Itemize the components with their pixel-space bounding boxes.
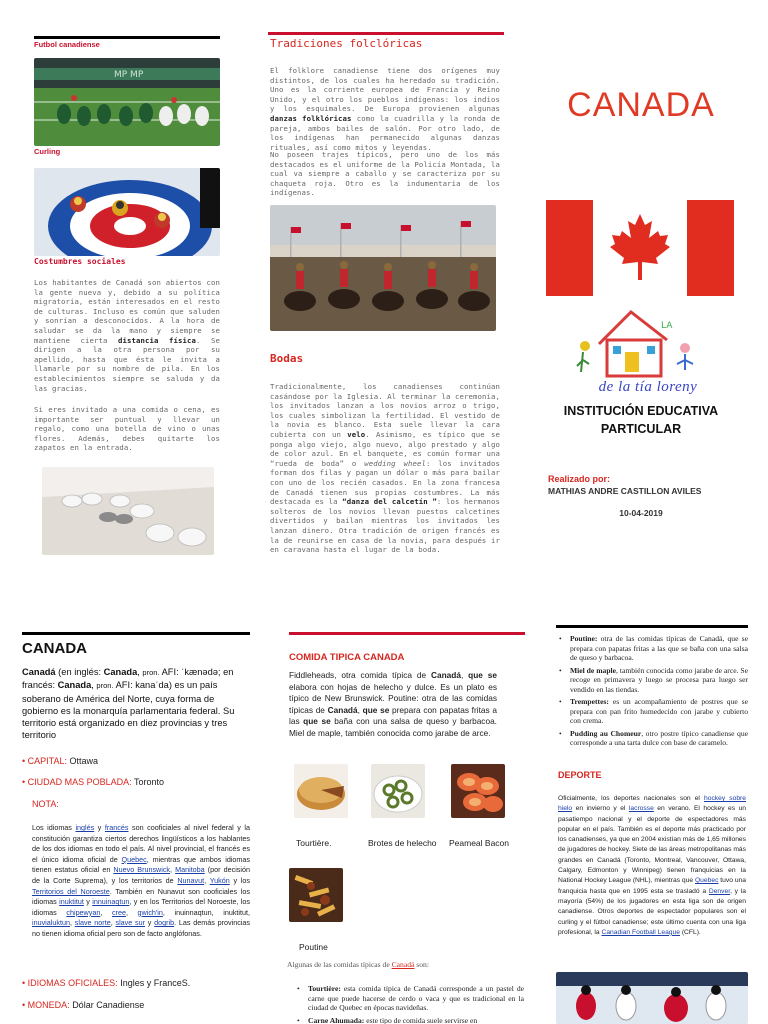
- tradiciones-title: Tradiciones folclóricas: [270, 37, 423, 50]
- link-quebec[interactable]: Quebec: [121, 854, 147, 864]
- link-dogrib[interactable]: dogrib: [154, 918, 175, 928]
- svg-text:LA: LA: [661, 321, 673, 331]
- moneda-row: • MONEDA: Dólar Canadiense: [22, 1000, 145, 1010]
- link-nuevo-brunswick[interactable]: Nuevo Brunswick: [113, 865, 171, 875]
- mounted-police-photo: [270, 205, 496, 331]
- hockey-photo: [556, 972, 748, 1024]
- link-slave-norte[interactable]: slave norte: [74, 918, 111, 928]
- futbol-label: Futbol canadiense: [34, 40, 100, 49]
- idiomas-row: • IDIOMAS OFICIALES: Ingles y FranceS.: [22, 978, 191, 988]
- curling-label: Curling: [34, 147, 61, 156]
- peameal-bacon-photo: [451, 764, 505, 818]
- algunas-intro: Algunas de las comidas típicas de Canadá son:: [287, 960, 429, 969]
- football-photo: [34, 58, 220, 146]
- link-slave-sur[interactable]: slave sur: [115, 918, 146, 928]
- capital-row: • CAPITAL: Ottawa: [22, 756, 99, 766]
- comidas-list: [296, 984, 524, 1024]
- school-logo: [575, 306, 705, 382]
- postres-list: [558, 634, 748, 751]
- list-item: • Miel de maple, también conocida como jarabe de arce. Se recoge en primavera y luego se procesa para luego ser vendido en las tiendas.: [558, 666, 748, 695]
- link-canada[interactable]: Canadá: [391, 960, 415, 969]
- brotes-helecho-photo: [371, 764, 425, 818]
- link-cfl[interactable]: Canadian Football League: [601, 928, 680, 936]
- link-chipewyan[interactable]: chipewyan: [66, 907, 101, 917]
- list-item: • Pudding au Chomeur, otro postre típico canadiense que corresponde a una tarta dulce con base de caramelo.: [558, 729, 748, 748]
- page2-rule-left: [22, 632, 250, 635]
- nota-paragraph: Los idiomas inglés y francés son cooficiales al nivel federal y la constitución garantiza ciertos derechos lingüísticos a los hablantes de los dos idiomas en todo el país. Al nivel provincial, el francés es el único idioma oficial de Quebec, mientras que ambos idiomas tienen estatus oficial en Nuevo Brunswick, Manitoba (por decisión de la Corte Suprema), y los territorios de Nunavut, Yukón y los Territorios del Noroeste. También en Nunavut son cooficiales los idiomas inuktitut y innuinaqtun, y en los Territorios del Noroeste, los idiomas chipewyan, cree, gwich'in, inuinnaqtun, inuktitut, inuvialuktun, slave norte, slave sur y dogrib. Las demás provincias no tienen idioma oficial pero son de facto anglófonas.: [32, 823, 251, 938]
- link-hockey[interactable]: hockey sobre hielo: [558, 795, 746, 813]
- nota-label: NOTA:: [32, 799, 59, 809]
- canada-intro: Canadá (en inglés: Canada, pron. AFI: ˈkænədə; en francés: Canada, pron. AFI: kanaˈda) es un país soberano de América del Norte, cuya forma de gobierno es la monarquía parlamentaria federal. Su territorio está organizado en diez provincias y tres territorio: [22, 667, 235, 741]
- link-gwichin[interactable]: gwich'in: [137, 907, 163, 917]
- list-item: • Carne Ahumada: este tipo de comida suele servirse en: [296, 1016, 524, 1024]
- food-label-peameal: Peameal Bacon: [449, 838, 510, 848]
- food-label-tourtiere: Tourtière.: [296, 838, 332, 848]
- costumbres-title: Costumbres sociales: [34, 257, 126, 266]
- food-label-poutine: Poutine: [299, 942, 328, 952]
- food-label-brotes: Brotes de helecho: [368, 838, 437, 848]
- costumbres-paragraph-2: Si eres invitado a una comida o cena, es importante ser puntual y llevar un regalo, como una botella de vino o unas flores. Además, debes quitarte los zapatos en la entrada.: [34, 405, 220, 453]
- deporte-paragraph: Oficialmente, los deportes nacionales son el hockey sobre hielo en invierno y el lacrosse en verano. El hockey es un pasatiempo nacional y el deporte de espectadores más popular en el país. También es el deporte más practicado por los canadienses, ya que en 2004 existían más de 1,65 millones de jugadores de hockey. Siete de las áreas metropolitanas más grandes en Canadá (Toronto, Montreal, Vancouver, Ottawa, Calgary, Edmonton y Winnipeg) tienen franquicias en la National Hockey League (NHL), mientras que Quebec tuvo una franquicia hasta que en 1995 esta se trasladó a Denver, y la mayoría (54%) de los jugadores en esta liga son de origen canadiense. Otros deportes de espectador populares son el curling y el fútbol canadiense; este último cuenta con una liga profesional, la Canadian Football League (CFL).: [558, 795, 747, 936]
- author-name: MATHIAS ANDRE CASTILLON AVILES: [548, 486, 702, 496]
- costumbres-paragraph-1: Los habitantes de Canadá son abiertos con la gente nueva y, debido a su política migratoria, están interesados en el resto de culturas. Incluso es común que saluden y sonrían a desconocidos. A la hora de saludar se da la mano y siempre se mantiene cierta distancia física. Se dirigen a la otra persona por su apellido, hasta que ésta le invita a llamarle por su nombre de pila. En los establecimientos siempre se saluda y da las gracias.: [34, 278, 220, 393]
- realizado-label: Realizado por:: [548, 474, 611, 484]
- bodas-paragraph: Tradicionalmente, los canadienses continúan casándose por la Iglesia. Al terminar la ceremonia, los invitados lanzan a los novios arroz o trigo, los cuales simbolizan la fertilidad. El vestido de la novia es blanco. Esta suele llevar la cara cubierta con un velo. Asimismo, es típico que se ponga algo viejo, algo nuevo, algo prestado y algo de color azul. En el banquete, es común formar una “rueda de boda” o wedding wheel: los invitados forman dos filas y pagan un dólar o más para bailar con uno de los recién casados. En la zona francesa de Canadá tienen sus propias costumbres. La más destacada es la “danza del calcetín ”: los hermanos solteros de los novios llevan puestos calcetines divertidos y bailan mientras los invitados les lanzan dinero. Otra tradición de origen francés es la de reunirse en casa de la novia, para después ir en caravana hasta el lugar de la boda.: [270, 382, 501, 555]
- tradiciones-paragraph-2: No poseen trajes típicos, pero uno de los más destacados es el uniforme de la Policía Montada, la cual va siempre a caballo y se caracteriza por su chaqueta roja. Otro es la indumentaria de los indígenas.: [270, 150, 500, 198]
- date: 10-04-2019: [619, 508, 663, 518]
- link-ingles[interactable]: inglés: [75, 823, 95, 832]
- link-yukon[interactable]: Yukón: [209, 875, 230, 885]
- list-item: • Poutine: otra de las comidas típicas de Canadá, que se prepara con papatas fritas a las que se baña con una salsa de queso y barbacoa.: [558, 634, 748, 663]
- link-quebec-2[interactable]: Quebec: [694, 877, 719, 885]
- institucion-line-2: PARTICULAR: [600, 422, 682, 436]
- svg-text:MP MP: MP MP: [114, 70, 144, 80]
- link-lacrosse[interactable]: lacrosse: [628, 805, 654, 813]
- poutine-photo: [289, 868, 343, 922]
- curling-photo: [34, 168, 220, 256]
- top-rule-left: [34, 36, 220, 39]
- link-denver[interactable]: Denver: [708, 887, 731, 895]
- link-cree[interactable]: cree: [111, 907, 126, 917]
- canada-flag: [546, 200, 734, 296]
- top-rule-middle: [268, 32, 504, 35]
- link-inuvialuktun[interactable]: inuvialuktun: [32, 918, 70, 928]
- ciudad-row: • CIUDAD MAS POBLADA: Toronto: [22, 777, 165, 787]
- link-frances[interactable]: francés: [104, 823, 129, 832]
- school-logo-text: de la tía loreny: [598, 379, 698, 395]
- list-item: • Tourtière: esta comida típica de Canadá corresponde a un pastel de carne que puede hacerse de cerdo o vaca y que es tradicional en la ciudad de Quebec en épocas navideñas.: [296, 984, 524, 1013]
- tradiciones-paragraph-1: El folklore canadiense tiene dos orígenes muy distintos, de los cuales ha heredado su tradición. Uno es la corriente europea de Francia y Reino Unido, y el otro los pueblos indígenas: los indios y los esquimales. De Europa provienen algunas danzas folklóricas como la cuadrilla y la ronda de pareja, ambos bailes de salón. Por otro lado, de los indígenas han permanecido algunas danzas rituales, así como mitos y leyendas.: [270, 66, 500, 152]
- cover-title: CANADA: [567, 86, 715, 124]
- comida-title: COMIDA TIPICA CANADA: [289, 652, 405, 663]
- page2-title: CANADA: [22, 640, 87, 657]
- list-item: • Trempettes: es un acompañamiento de postres que se prepara con pan frito humedecido con jarabe y cubierto con crema.: [558, 697, 748, 726]
- institucion-line-1: INSTITUCIÓN EDUCATIVA: [563, 404, 719, 418]
- comida-intro: Fiddleheads, otra comida típica de Canadá, que se elabora con hojas de helecho y dulce. Es un plato es típico de New Brunswick. Poutine: otra de las comidas típicas de Canadá, que se prepara con papatas fritas a las que se baña con una salsa de queso y barbacoa. Miel de maple, también conocida como jarabe de arce.: [289, 670, 497, 738]
- shoes-photo: [42, 467, 214, 555]
- bodas-title: Bodas: [270, 352, 304, 365]
- link-territorios-noroeste[interactable]: Territorios del Noroeste: [32, 886, 110, 896]
- link-inuktitut[interactable]: inuktitut: [59, 897, 84, 907]
- deporte-title: DEPORTE: [558, 770, 602, 780]
- page2-rule-middle: [289, 632, 525, 635]
- link-innuinaqtun[interactable]: innuinaqtun: [92, 897, 130, 907]
- tourtiere-photo: [294, 764, 348, 818]
- link-nunavut[interactable]: Nunavut: [177, 875, 205, 885]
- link-manitoba[interactable]: Manitoba: [175, 865, 205, 875]
- page2-rule-right: [556, 625, 748, 628]
